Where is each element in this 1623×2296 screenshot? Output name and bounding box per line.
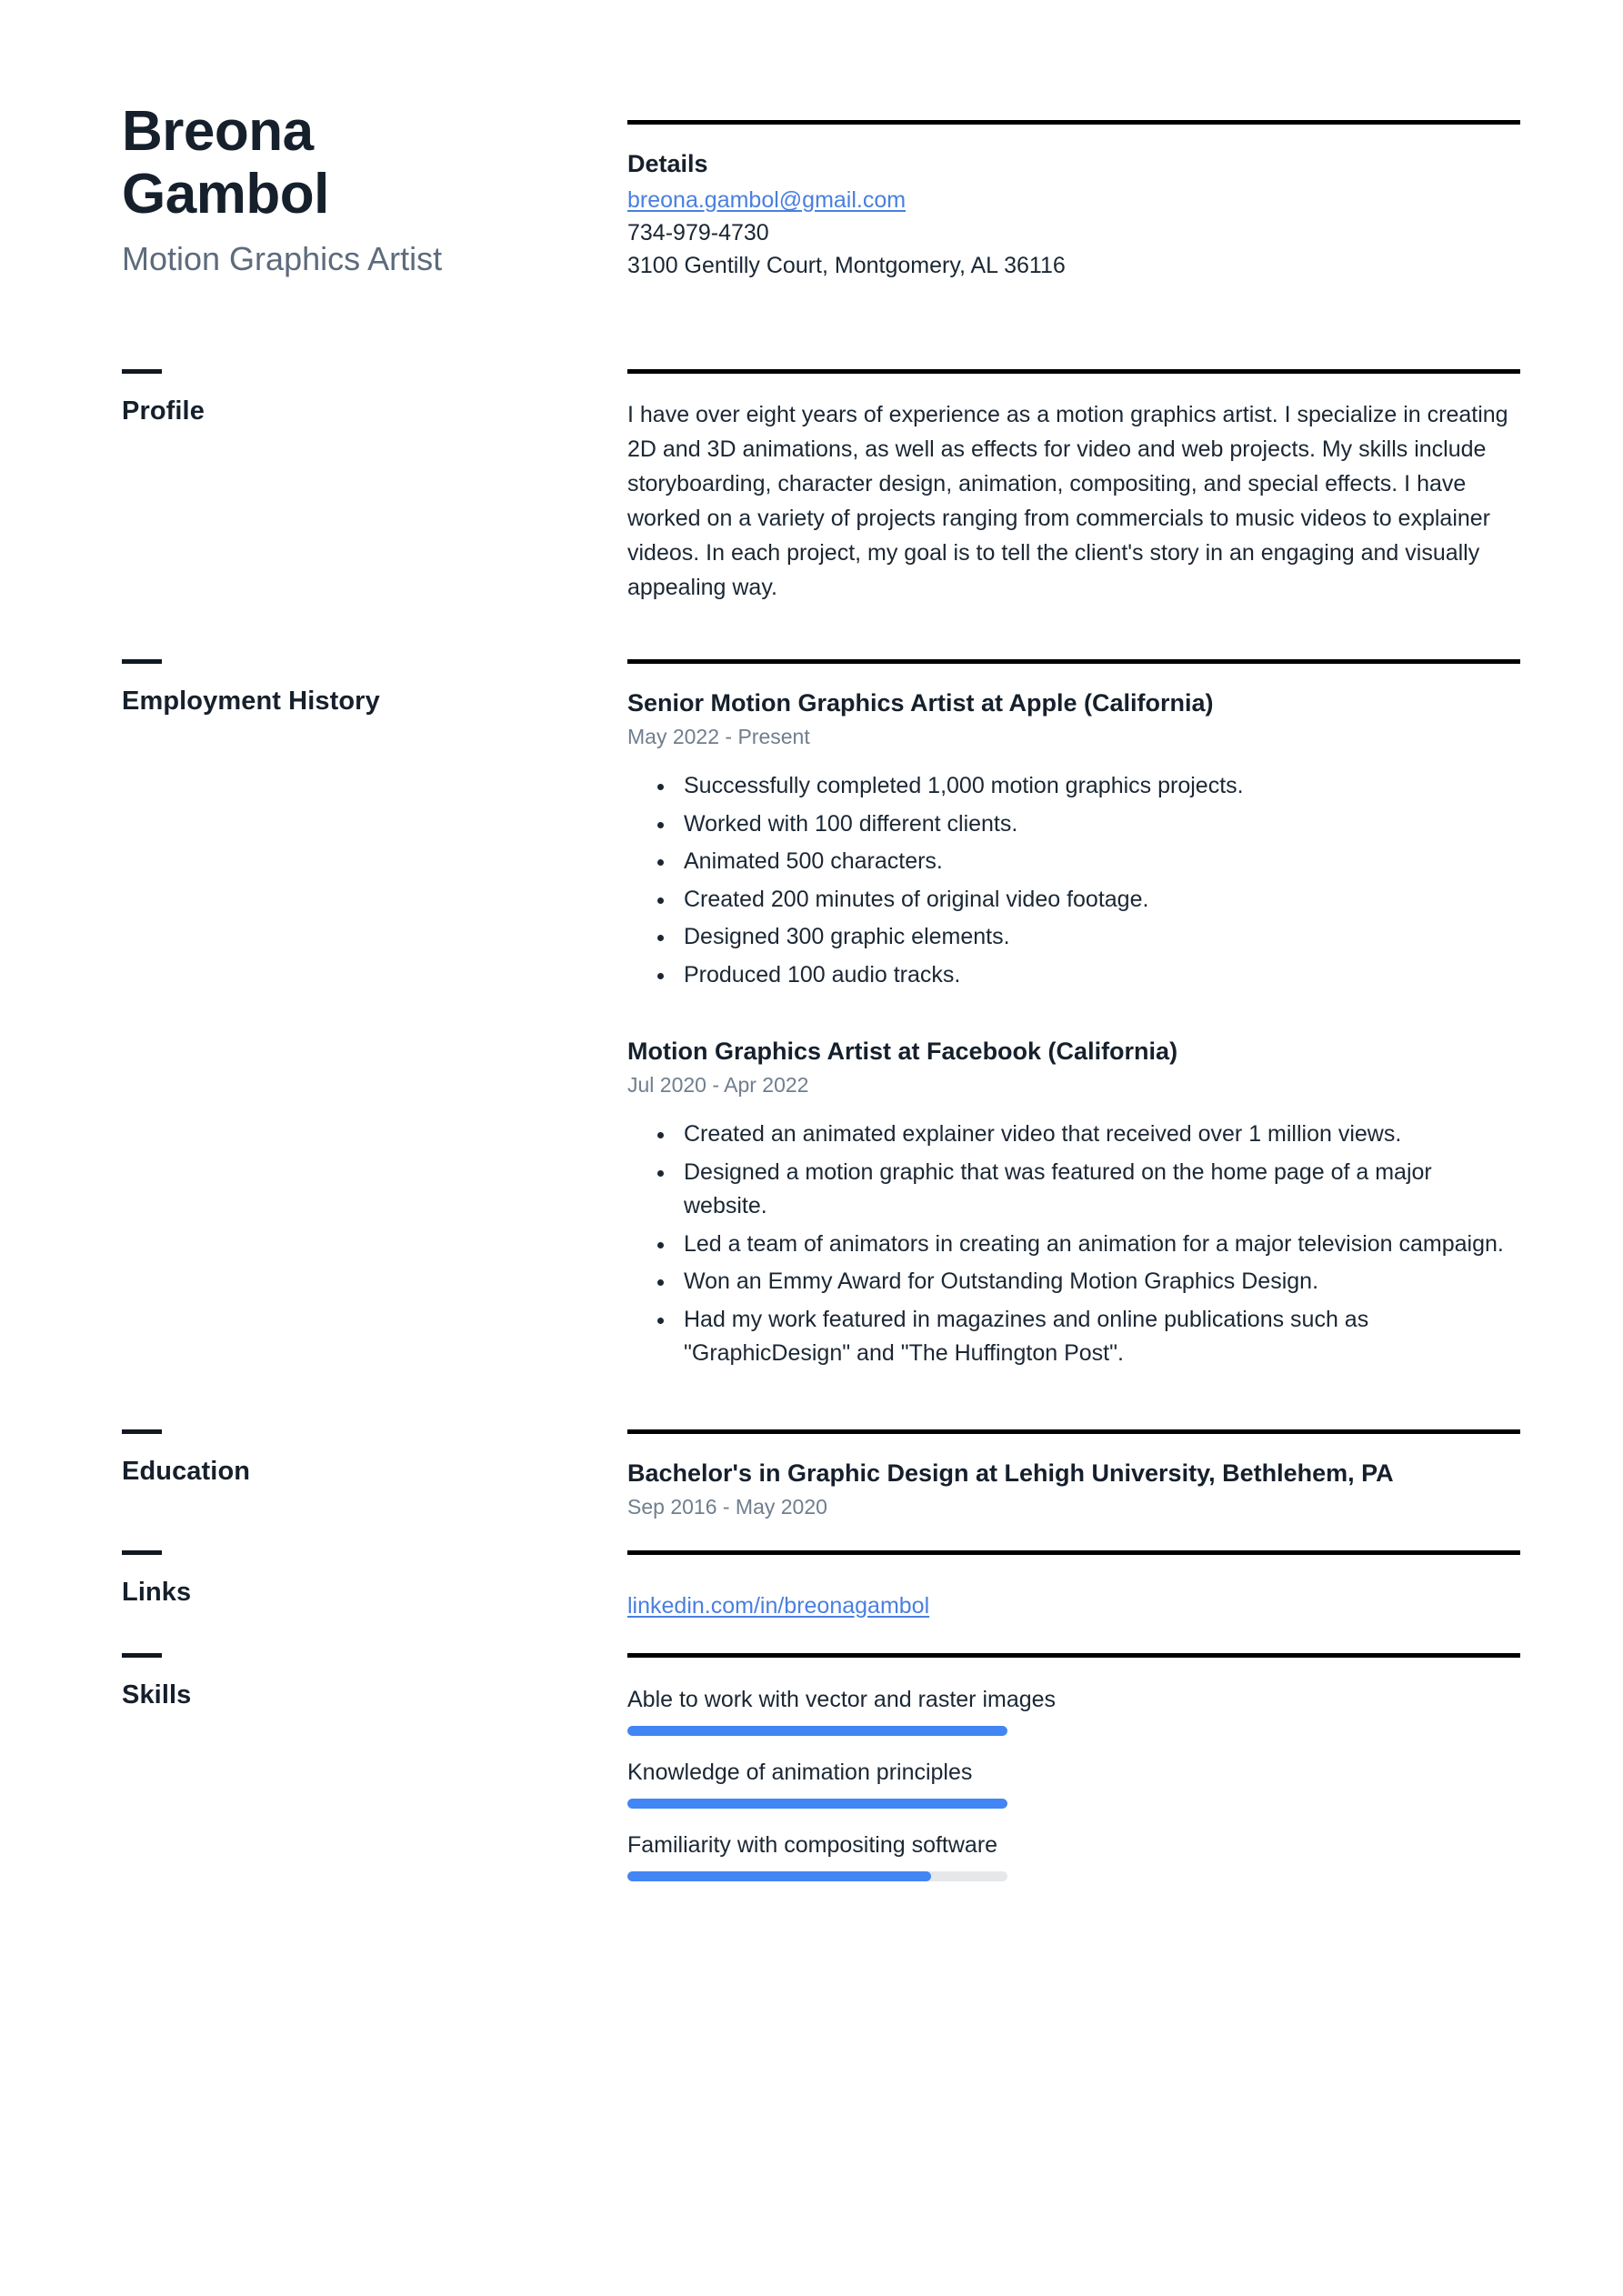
list-item: • Worked with 100 different clients.	[676, 807, 1518, 842]
employment-entry-dates: Jul 2020 - Apr 2022	[627, 1073, 809, 1098]
list-item: • Led a team of animators in creating an animation for a major television campaign.	[676, 1228, 1518, 1262]
education-content-column	[627, 1429, 1518, 1519]
list-item: • Animated 500 characters.	[676, 845, 1518, 879]
list-item: • Won an Emmy Award for Outstanding Motion Graphics Design.	[676, 1265, 1518, 1299]
skill-progress-fill	[627, 1799, 1007, 1809]
profile-label-column	[122, 369, 627, 426]
profile-content-column	[627, 369, 1518, 605]
skills-label-column	[122, 1653, 627, 1710]
link-row	[627, 1589, 1518, 1622]
skill-progress-track	[627, 1871, 1007, 1881]
employment-entry-title: Motion Graphics Artist at Facebook (California)	[627, 1038, 1178, 1066]
employment-bullet-list	[627, 1118, 1518, 1371]
list-item: • Successfully completed 1,000 motion graphics projects.	[676, 769, 1518, 804]
education-label-column	[122, 1429, 627, 1487]
links-label-column	[122, 1550, 627, 1608]
skill-progress-track	[627, 1726, 1007, 1736]
employment-entry	[627, 687, 1518, 992]
email-line	[627, 184, 1520, 216]
section-dash	[122, 1429, 162, 1434]
spacer	[0, 605, 1623, 659]
education-entry-dates: Sep 2016 - May 2020	[627, 1494, 827, 1519]
section-dash	[122, 1550, 162, 1555]
skill-label: Familiarity with compositing software	[627, 1831, 998, 1858]
job-title: Motion Graphics Artist	[122, 239, 443, 277]
address-line: 3100 Gentilly Court, Montgomery, AL 36116	[627, 253, 1066, 278]
section-heading-employment: Employment History	[122, 687, 380, 716]
skill-label: Knowledge of animation principles	[627, 1759, 973, 1785]
linkedin-link[interactable]: linkedin.com/in/breonagambol	[627, 1592, 930, 1619]
details-block	[627, 100, 1520, 282]
employment-entry-dates: May 2022 - Present	[627, 725, 810, 749]
employment-bullet-list	[627, 769, 1518, 992]
phone-line: 734-979-4730	[627, 220, 769, 246]
skill-item	[627, 1687, 1518, 1736]
education-entry	[627, 1458, 1518, 1519]
list-item: • Designed a motion graphic that was featured on the home page of a major website.	[676, 1156, 1518, 1224]
section-dash	[122, 369, 162, 374]
section-dash	[122, 1653, 162, 1658]
details-heading: Details	[627, 150, 708, 177]
spacer	[0, 1622, 1623, 1653]
skill-item	[627, 1760, 1518, 1809]
skill-label: Able to work with vector and raster images	[627, 1686, 1057, 1712]
skill-progress-track	[627, 1799, 1007, 1809]
section-profile	[0, 369, 1623, 605]
profile-text: I have over eight years of experience as a motion graphics artist. I specialize in creating 2D and 3D animations, as well as effects for video and web projects. My skills include storyboarding, character design, animation, compositing, and special effects. I have worked on a variety of projects ranging from commercials to music videos to explainer videos. In each project, my goal is to tell the client's story in an engaging and visually appealing way.	[627, 402, 1508, 600]
links-content-column	[627, 1550, 1518, 1622]
list-item: • Created an animated explainer video that received over 1 million views.	[676, 1118, 1518, 1152]
section-employment-history	[0, 659, 1623, 1375]
spacer	[0, 1375, 1623, 1429]
section-dash	[122, 659, 162, 664]
employment-entry-title: Senior Motion Graphics Artist at Apple (California)	[627, 689, 1214, 717]
list-item: • Produced 100 audio tracks.	[676, 958, 1518, 993]
section-heading-education: Education	[122, 1456, 251, 1486]
education-entry-title: Bachelor's in Graphic Design at Lehigh University, Bethlehem, PA	[627, 1459, 1394, 1487]
skill-item	[627, 1832, 1518, 1881]
skills-content-column	[627, 1653, 1518, 1905]
skill-progress-fill	[627, 1726, 1007, 1736]
section-heading-skills: Skills	[122, 1679, 192, 1709]
section-heading-profile: Profile	[122, 396, 205, 426]
list-item: • Created 200 minutes of original video footage.	[676, 883, 1518, 917]
section-heading-links: Links	[122, 1577, 192, 1607]
page-title: Breona Gambol	[122, 100, 329, 226]
list-item: • Designed 300 graphic elements.	[676, 920, 1518, 955]
list-item: • Had my work featured in magazines and online publications such as "GraphicDesign" and "The Huffington Post".	[676, 1303, 1518, 1371]
spacer	[0, 1519, 1623, 1550]
employment-content-column	[627, 659, 1518, 1375]
header-identity-block	[122, 100, 627, 279]
section-skills	[0, 1653, 1623, 1905]
section-education	[0, 1429, 1623, 1519]
section-rule	[627, 120, 1520, 125]
section-links	[0, 1550, 1623, 1622]
skill-progress-fill	[627, 1871, 931, 1881]
email-link[interactable]: breona.gambol@gmail.com	[627, 187, 907, 213]
spacer	[0, 282, 1623, 369]
employment-entry	[627, 1036, 1518, 1371]
employment-label-column	[122, 659, 627, 717]
resume-header	[0, 0, 1623, 282]
